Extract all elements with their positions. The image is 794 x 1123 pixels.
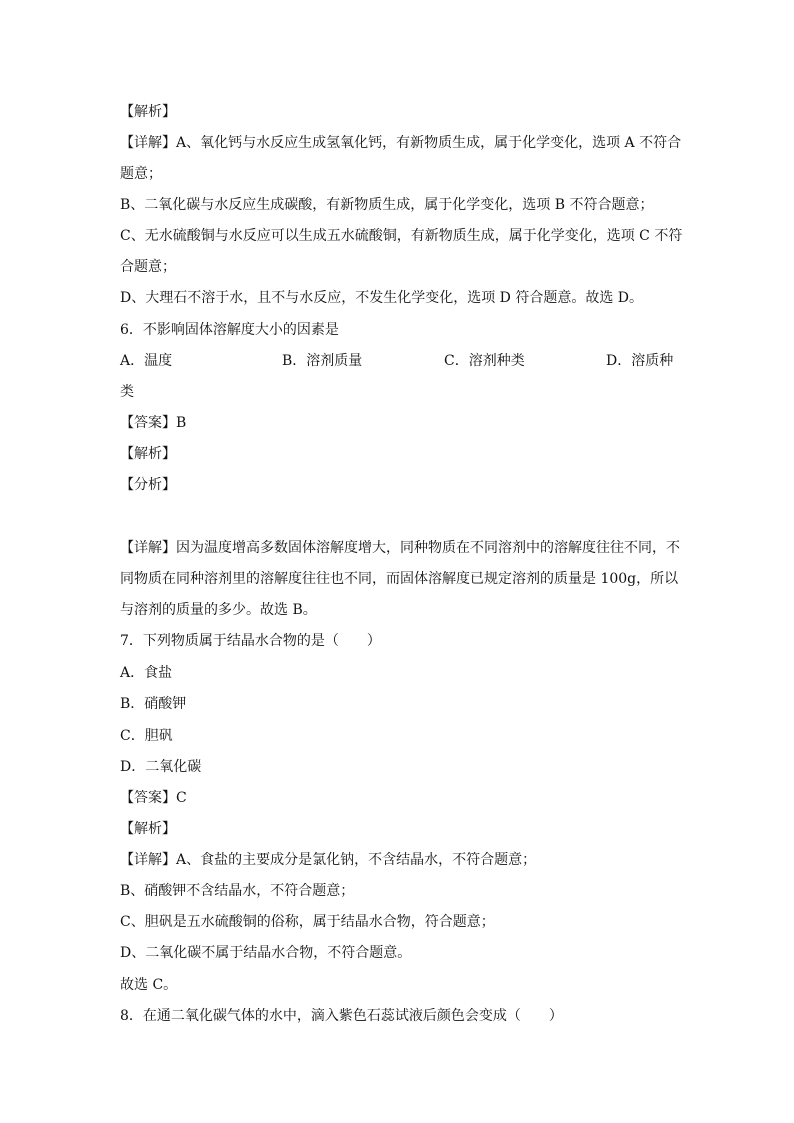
q7-option-b: B．硝酸钾: [120, 696, 187, 712]
q6-jiexi-label: 【解析】: [120, 446, 176, 462]
q5-option-d-explanation: D、大理石不溶于水，且不与水反应，不发生化学变化，选项 D 符合题意。故选 D。: [120, 290, 644, 306]
q7-jiexi-label: 【解析】: [120, 821, 176, 837]
q5-detail-line-2: 题意；: [120, 166, 162, 182]
q6-option-b: B．溶剂质量: [282, 353, 363, 369]
q5-option-c-explanation-2: 合题意；: [120, 259, 176, 275]
q5-option-b-explanation: B、二氧化碳与水反应生成碳酸，有新物质生成，属于化学变化，选项 B 不符合题意；: [120, 197, 654, 213]
q7-option-c: C．胆矾: [120, 728, 173, 744]
q6-detail-line-2: 同物质在同种溶剂里的溶解度往往也不同，而固体溶解度已规定溶剂的质量是 100g，所以: [120, 571, 679, 587]
q6-detail-line-3: 与溶剂的质量的多少。故选 B。: [120, 602, 317, 618]
q7-detail-a: 【详解】A、食盐的主要成分是氯化钠，不含结晶水，不符合题意；: [120, 852, 537, 868]
q7-detail-c: C、胆矾是五水硫酸铜的俗称，属于结晶水合物，符合题意；: [120, 914, 495, 930]
q7-detail-b: B、硝酸钾不含结晶水，不符合题意；: [120, 883, 355, 899]
q7-detail-d: D、二氧化碳不属于结晶水合物，不符合题意。: [120, 945, 412, 961]
q7-answer: 【答案】C: [120, 790, 187, 806]
q7-question: 7．下列物质属于结晶水合物的是（ ）: [120, 633, 381, 649]
q6-detail-line-1: 【详解】因为温度增高多数固体溶解度增大，同种物质在不同溶剂中的溶解度往往不同，不: [120, 540, 680, 556]
q7-option-d: D．二氧化碳: [120, 759, 202, 775]
q6-answer: 【答案】B: [120, 415, 187, 431]
q6-option-d: D．溶质种: [606, 353, 674, 369]
q8-question: 8．在通二氧化碳气体的水中，滴入紫色石蕊试液后颜色会变成（ ）: [120, 1008, 563, 1024]
q6-option-d-continued: 类: [120, 384, 134, 400]
q5-detail-line-1: 【详解】A、氧化钙与水反应生成氢氧化钙，有新物质生成，属于化学变化，选项 A 不符合: [120, 135, 682, 151]
q6-options-row: [120, 351, 680, 371]
q6-fenxi-label: 【分析】: [120, 477, 176, 493]
q6-option-a: A．温度: [120, 353, 173, 369]
q6-option-c: C．溶剂种类: [444, 353, 525, 369]
q5-jiexi-label: 【解析】: [120, 104, 176, 120]
q6-question: 6．不影响固体溶解度大小的因素是: [120, 322, 339, 338]
q5-option-c-explanation-1: C、无水硫酸铜与水反应可以生成五水硫酸铜，有新物质生成，属于化学变化，选项 C 不符: [120, 228, 683, 244]
q7-conclusion: 故选 C。: [120, 977, 178, 993]
q7-option-a: A．食盐: [120, 665, 173, 681]
